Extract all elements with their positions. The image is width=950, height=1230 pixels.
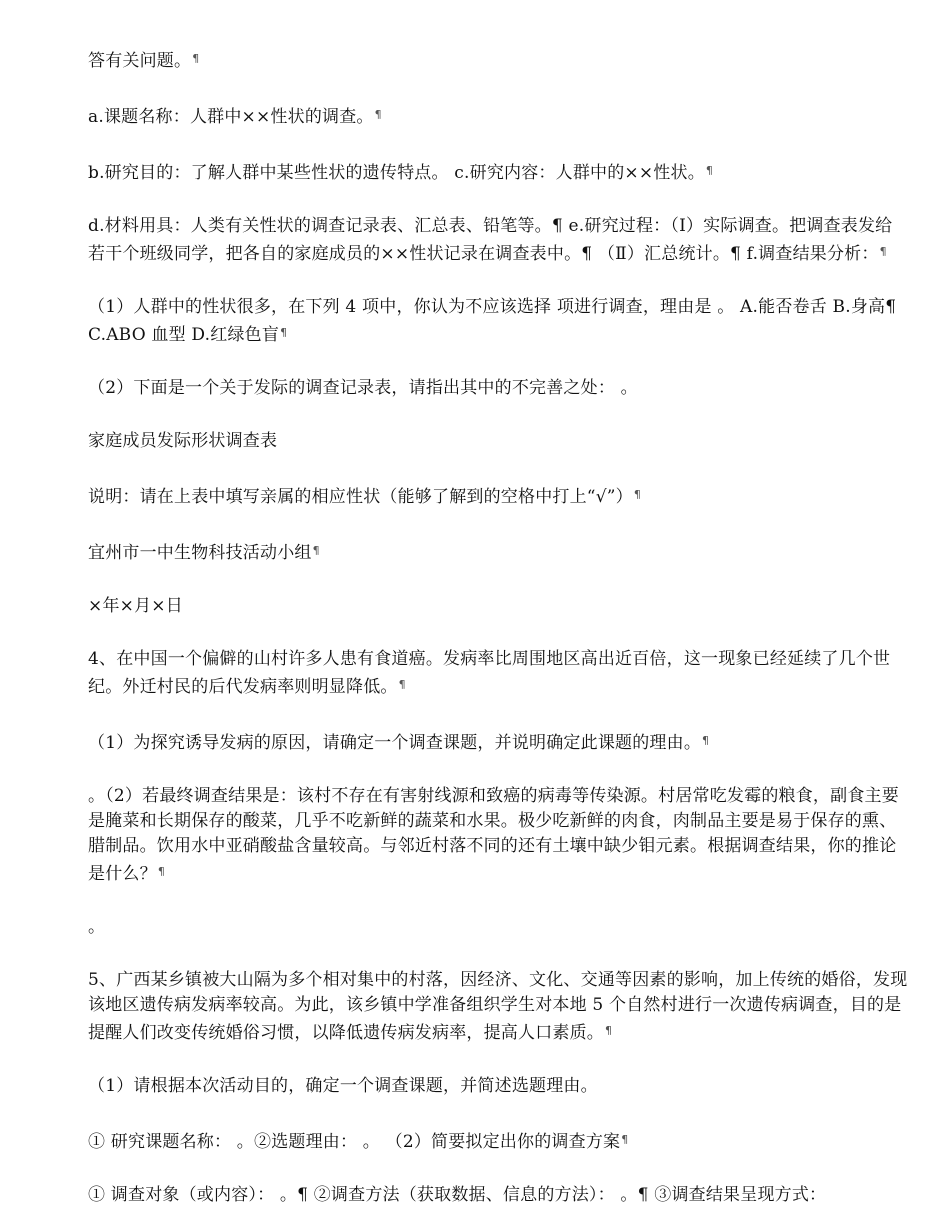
paragraph-text: （1）请根据本次活动目的，确定一个调查课题，并简述选题理由。	[88, 1076, 598, 1096]
paragraph-table-note	[88, 482, 908, 510]
paragraph-text: 。	[88, 917, 106, 937]
paragraph-text: 。（2）若最终调查结果是：该村不存在有害射线源和致癌的病毒等传染源。村居常吃发霉的粮食，副食主要是腌菜和长期保存的酸菜，几乎不吃新鲜的蔬菜和水果。极少吃新鲜的肉食，肉制品主要是易于保存的熏、腊制品。饮用水中亚硝酸盐含量较高。与邻近村落不同的还有土壤中缺少钼元素。根据调查结果，你的推论是什么？	[88, 786, 899, 884]
paragraph-text: 4、在中国一个偏僻的山村许多人患有食道癌。发病率比周围地区高出近百倍，这一现象已经延续了几个世纪。外迁村民的后代发病率则明显降低。	[88, 649, 891, 697]
paragraph-question-1	[88, 295, 908, 348]
paragraph-date	[88, 594, 908, 619]
paragraph-text: a.课题名称：人群中××性状的调查。	[88, 107, 374, 127]
paragraph-problem-5-topic	[88, 1127, 908, 1155]
paragraph-text: ① 调查对象（或内容）： 。¶ ②调查方法（获取数据、信息的方法）： 。¶ ③调查结果呈现方式：	[88, 1185, 827, 1205]
paragraph-topic-name	[88, 102, 908, 130]
paragraph-text: ×年×月×日	[88, 596, 183, 616]
paragraph-mark-icon: ¶	[705, 164, 714, 177]
paragraph-text: （1）为探究诱导发病的原因，请确定一个调查课题，并说明确定此课题的理由。	[88, 733, 702, 753]
paragraph-mark-icon: ¶	[633, 488, 642, 501]
paragraph-mark-icon: ¶	[702, 734, 710, 747]
paragraph-problem-4	[88, 647, 908, 700]
paragraph-text: ① 研究课题名称： 。②选题理由： 。 （2）简要拟定出你的调查方案	[88, 1132, 621, 1152]
paragraph-mark-icon: ¶	[374, 108, 382, 121]
paragraph-text: 家庭成员发际形状调查表	[88, 431, 278, 451]
paragraph-mark-icon: ¶	[605, 1024, 613, 1037]
paragraph-text: 答有关问题。	[88, 51, 192, 71]
paragraph-intro	[88, 46, 908, 74]
paragraph-problem-5	[88, 968, 908, 1046]
paragraph-text: 说明：请在上表中填写亲属的相应性状（能够了解到的空格中打上“√”）	[88, 487, 633, 507]
paragraph-problem-5-q1	[88, 1074, 908, 1099]
paragraph-problem-4-q2	[88, 784, 908, 887]
paragraph-group-name	[88, 538, 908, 566]
paragraph-mark-icon: ¶	[621, 1133, 629, 1146]
paragraph-text: （2）下面是一个关于发际的调查记录表，请指出其中的不完善之处： 。	[88, 378, 638, 398]
paragraph-table-title	[88, 429, 908, 454]
paragraph-text: 宜州市一中生物科技活动小组	[88, 543, 312, 563]
paragraph-problem-4-q1	[88, 728, 908, 756]
paragraph-mark-icon: ¶	[157, 865, 166, 878]
paragraph-text: d.材料用具：人类有关性状的调查记录表、汇总表、铅笔等。¶ e.研究过程：（Ⅰ）实际调查。把调查表发给若干个班级同学，把各自的家庭成员的××性状记录在调查表中。¶ （Ⅱ）汇总统计。¶ f.调查结果分析：	[88, 216, 893, 264]
paragraph-mark-icon: ¶	[879, 245, 887, 258]
paragraph-research-purpose	[88, 158, 908, 186]
paragraph-text: （1）人群中的性状很多，在下列 4 项中，你认为不应该选择 项进行调查，理由是 。 A.能否卷舌 B.身高¶ C.ABO 血型 D.红绿色盲	[88, 297, 897, 345]
paragraph-mark-icon: ¶	[192, 52, 200, 65]
paragraph-mark-icon: ¶	[398, 678, 406, 691]
paragraph-mark-icon: ¶	[280, 326, 288, 339]
paragraph-problem-5-plan	[88, 1183, 908, 1208]
paragraph-question-2	[88, 376, 908, 401]
paragraph-materials-process	[88, 214, 908, 267]
paragraph-text: 5、广西某乡镇被大山隔为多个相对集中的村落，因经济、文化、交通等因素的影响，加上传统的婚俗，发现该地区遗传病发病率较高。为此，该乡镇中学准备组织学生对本地 5 个自然村进行一次遗传病调查，目的是提醒人们改变传统婚俗习惯，以降低遗传病发病率，提高人口素质。	[88, 970, 908, 1043]
paragraph-text: b.研究目的：了解人群中某些性状的遗传特点。 c.研究内容：人群中的××性状。	[88, 163, 705, 183]
paragraph-mark-icon: ¶	[312, 544, 320, 557]
paragraph-answer-blank	[88, 915, 908, 940]
